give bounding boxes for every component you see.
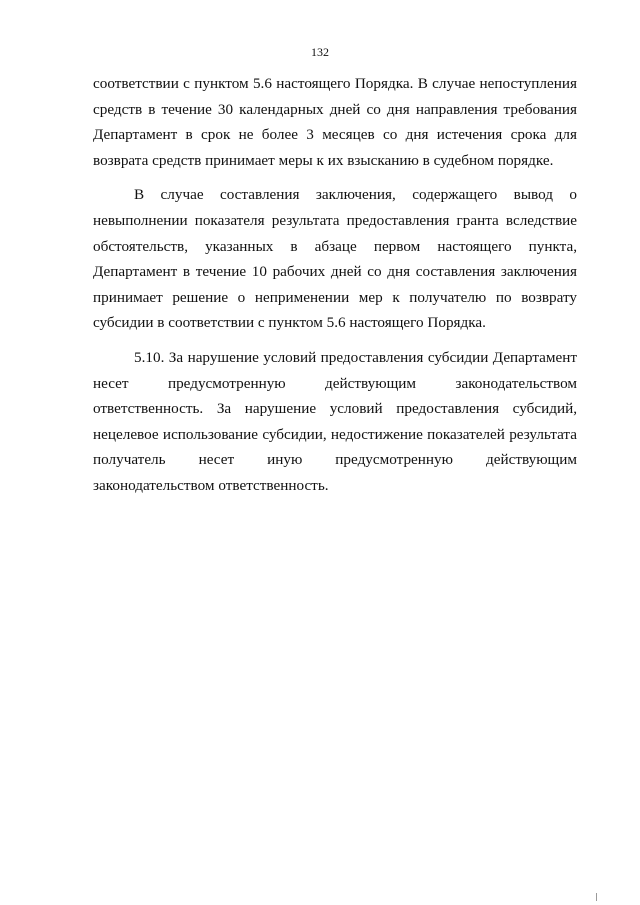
paragraph-conclusion: В случае составления заключения, содержащего вывод о невыполнении показателя результата предоставления гранта вследствие обстоятельств, указанных в абзаце первом настоящего пункта, Департамент в течение 10 рабочих дней со дня составления заключения принимает решение о неприменении мер к получателю по возврату субсидии в соответствии с пунктом 5.6 настоящего Порядка.	[93, 186, 577, 332]
paragraph-5-10: 5.10. За нарушение условий предоставления субсидии Департамент несет предусмотренную действующим законодательством ответственность. За нарушение условий предоставления субсидий, нецелевое использование субсидии, недостижение показателей результата получатель несет иную предусмотренную действующим законодательством ответственность.	[93, 348, 577, 494]
scan-edge-mark	[596, 893, 597, 901]
paragraph-continuation: соответствии с пунктом 5.6 настоящего Порядка. В случае непоступления средств в течение 30 календарных дней со дня направления требования Департамент в срок не более 3 месяцев со дня истечения срока для возврата средств принимает меры к их взысканию в судебном порядке.	[93, 75, 577, 169]
page-number: 132	[311, 45, 329, 59]
document-body	[93, 71, 577, 508]
